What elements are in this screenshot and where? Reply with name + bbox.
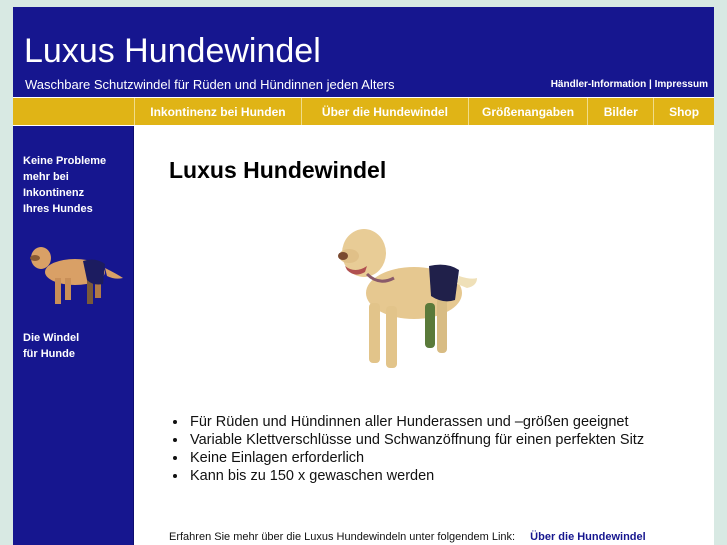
nav-spacer: [13, 98, 135, 125]
impressum-link[interactable]: Impressum: [654, 79, 708, 90]
sidebar: [13, 126, 134, 545]
header: [13, 7, 714, 97]
nav-item-ueber-die-hundewindel[interactable]: Über die Hundewindel: [302, 98, 469, 125]
footer-line: [169, 531, 646, 543]
footer-text: Erfahren Sie mehr über die Luxus Hundewindeln unter folgendem Link:: [169, 531, 516, 543]
sidebar-line: für Hunde: [23, 348, 75, 360]
sidebar-line: Inkontinenz: [23, 187, 85, 199]
sidebar-line: mehr bei: [23, 171, 69, 183]
feature-item: • Für Rüden und Hündinnen aller Hunderassen und –größen geeignet: [188, 413, 644, 431]
sidebar-text-bottom: [23, 330, 79, 362]
sidebar-line: Ihres Hundes: [23, 203, 93, 215]
sidebar-line: Keine Probleme: [23, 155, 107, 167]
nav-item-bilder[interactable]: Bilder: [588, 98, 654, 125]
link-separator: |: [649, 79, 652, 90]
nav-item-inkontinenz[interactable]: Inkontinenz bei Hunden: [135, 98, 303, 125]
labrador-with-diaper-image: [319, 208, 479, 388]
tagline: Waschbare Schutzwindel für Rüden und Hündinnen jeden Alters: [25, 77, 395, 92]
page-container: [13, 7, 714, 545]
nav-item-shop[interactable]: Shop: [669, 104, 700, 119]
haendler-information-link[interactable]: Händler-Information: [550, 79, 647, 90]
feature-item: • Kann bis zu 150 x gewaschen werden: [188, 467, 644, 485]
sidebar-line: Die Windel: [23, 332, 80, 344]
feature-list: [170, 413, 644, 485]
dog-with-diaper-image: [25, 234, 125, 314]
feature-item: • Variable Klettverschlüsse und Schwanzöffnung für einen perfekten Sitz: [188, 431, 644, 449]
feature-item: • Keine Einlagen erforderlich: [188, 449, 644, 467]
site-title: Luxus Hundewindel: [24, 32, 321, 70]
page-title: Luxus Hundewindel: [169, 157, 387, 183]
main-nav: [13, 98, 714, 125]
main-content: [134, 126, 714, 545]
ueber-die-hundewindel-link[interactable]: Über die Hundewindel: [530, 531, 646, 543]
nav-item-groessenangaben[interactable]: Größenangaben: [469, 98, 589, 125]
top-links: [551, 79, 708, 90]
sidebar-text-top: [23, 153, 106, 217]
